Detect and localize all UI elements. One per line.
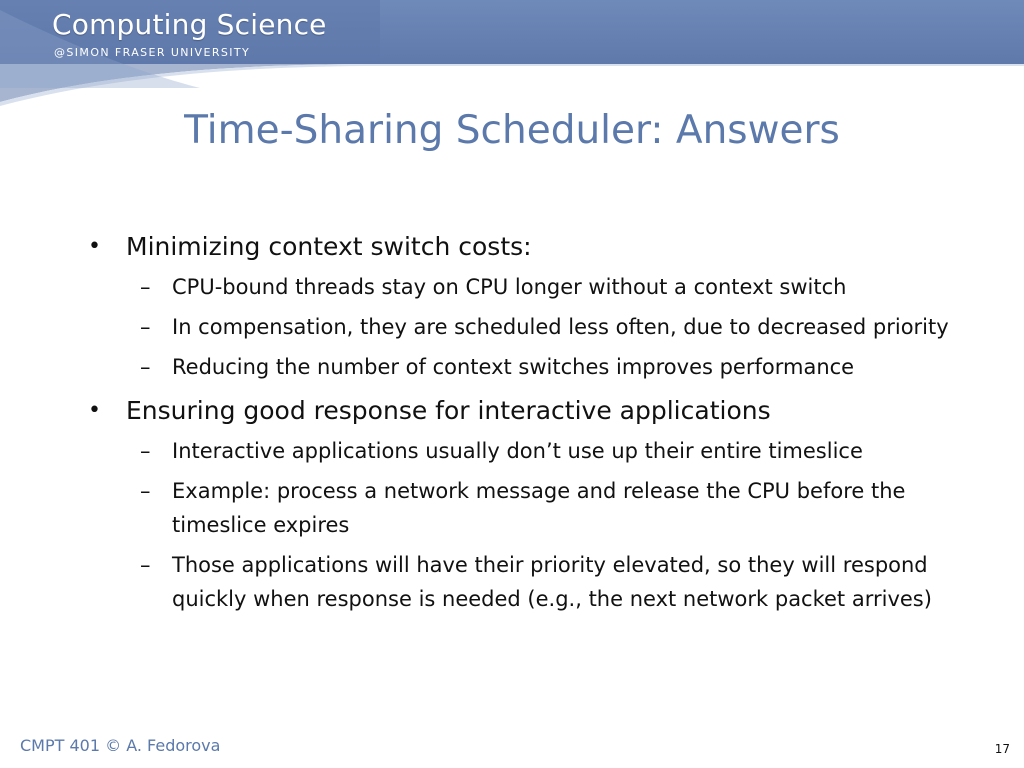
sub-bullet-item (140, 310, 954, 344)
sub-bullet-text: CPU-bound threads stay on CPU longer without a context switch (172, 275, 847, 299)
sub-bullet-item (140, 548, 954, 616)
page-number: 17 (994, 742, 1010, 756)
bullet-text: Ensuring good response for interactive applications (126, 396, 771, 425)
sub-bullet-glyph: – (140, 275, 151, 299)
bullet-glyph: • (88, 234, 101, 259)
slide-title: Time-Sharing Scheduler: Answers (184, 108, 840, 153)
sub-bullet-item (140, 350, 954, 384)
sub-bullet-text: Interactive applications usually don’t use up their entire timeslice (172, 439, 863, 463)
footer-copyright: CMPT 401 © A. Fedorova (20, 736, 221, 755)
sub-bullet-glyph: – (140, 479, 151, 503)
bullet-glyph: • (88, 398, 101, 423)
brand-title: Computing Science (52, 8, 327, 41)
slide-content (84, 230, 954, 616)
sub-bullet-text: Those applications will have their priority elevated, so they will respond quickly when response is needed (e.g., the next network packet arrives) (172, 553, 932, 611)
bullet-text: Minimizing context switch costs: (126, 232, 532, 261)
sub-bullet-text: Example: process a network message and release the CPU before the timeslice expires (172, 479, 906, 537)
sub-bullet-glyph: – (140, 553, 151, 577)
sub-bullet-item (140, 474, 954, 542)
sub-bullet-glyph: – (140, 439, 151, 463)
sub-bullet-item (140, 434, 954, 468)
brand-subtitle: @SIMON FRASER UNIVERSITY (54, 46, 251, 59)
sub-bullet-text: Reducing the number of context switches improves performance (172, 355, 855, 379)
sub-bullet-glyph: – (140, 355, 151, 379)
sub-bullet-text: In compensation, they are scheduled less often, due to decreased priority (172, 315, 949, 339)
sub-bullet-glyph: – (140, 315, 151, 339)
sub-bullet-item (140, 270, 954, 304)
bullet-item (84, 394, 954, 428)
bullet-item (84, 230, 954, 264)
